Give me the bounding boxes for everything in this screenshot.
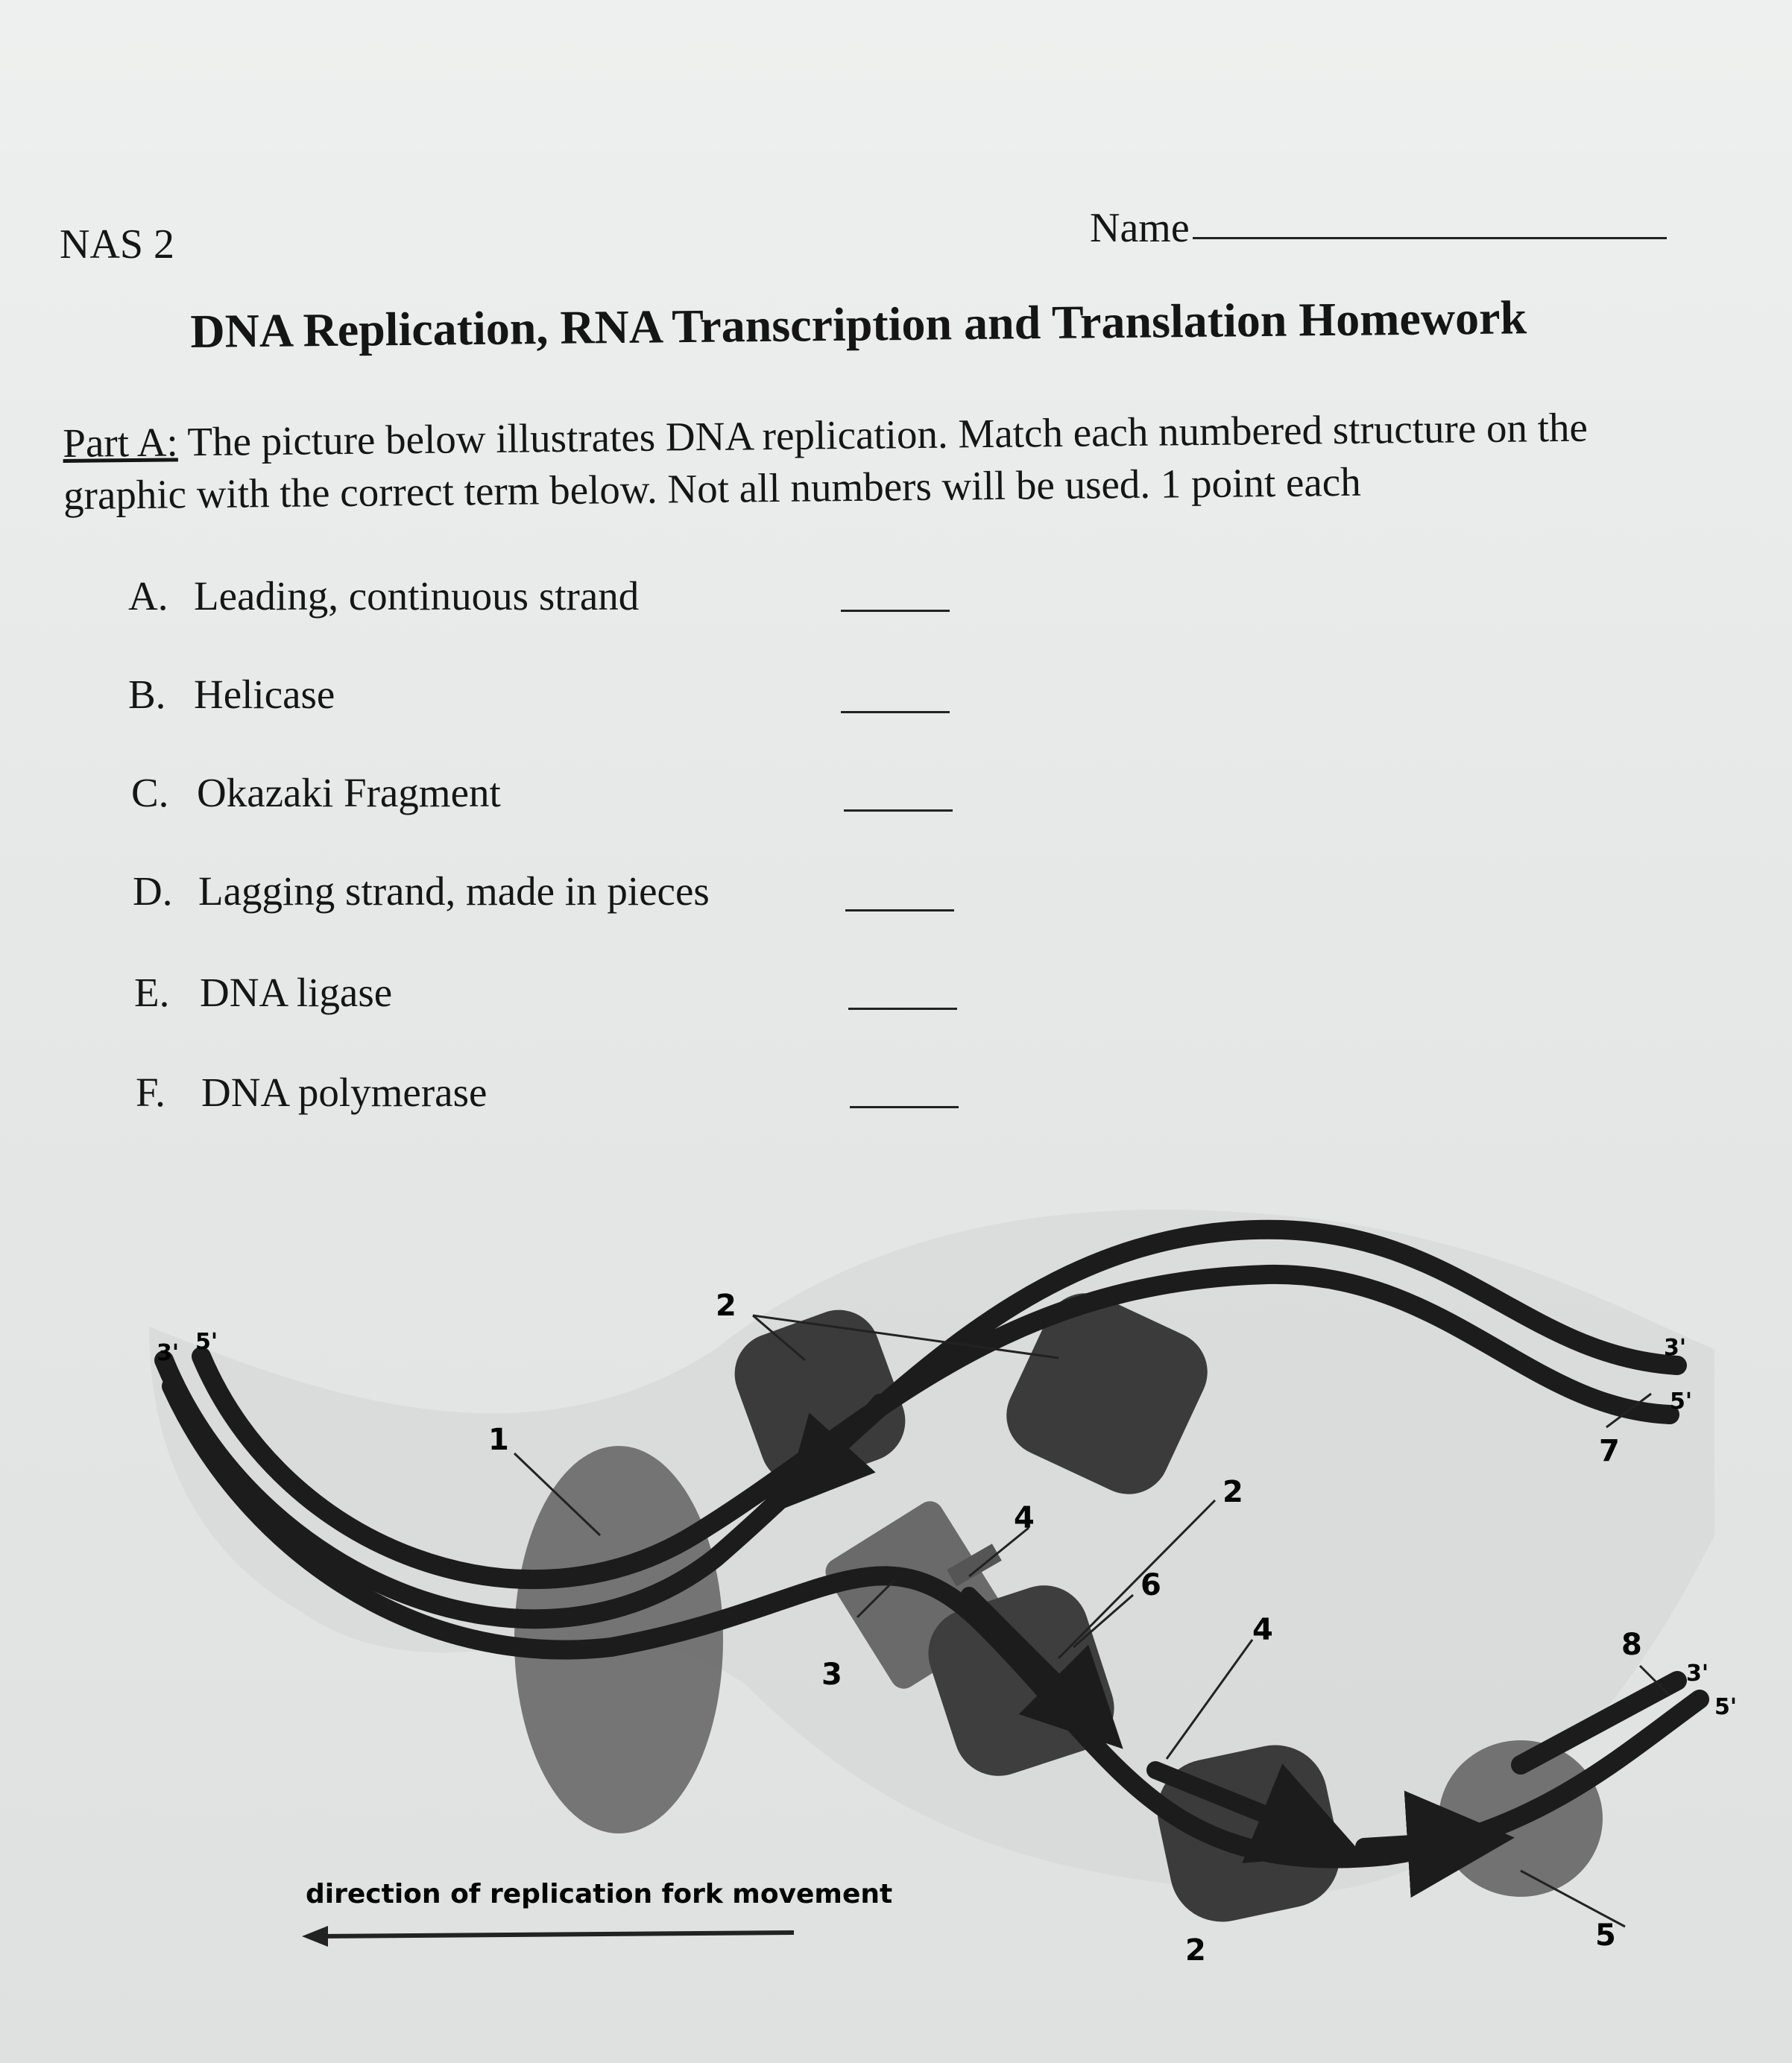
answer-blank-d[interactable] [845,909,954,912]
term-letter: C. [131,770,169,815]
term-text: Lagging strand, made in pieces [198,868,710,914]
answer-blank-a[interactable] [841,610,950,612]
answer-blank-b[interactable] [841,711,950,713]
page-title: DNA Replication, RNA Transcription and Translation Homework [190,291,1527,358]
part-a-label: Part A: [63,419,178,466]
term-d [133,868,710,914]
term-text: DNA ligase [200,970,393,1015]
callout-2-mid: 2 [1222,1475,1243,1509]
term-text: Okazaki Fragment [197,770,501,815]
callout-7: 7 [1599,1434,1620,1468]
callout-6: 6 [1140,1568,1161,1602]
term-letter: B. [128,672,166,717]
answer-blank-f[interactable] [850,1106,959,1108]
term-text: Helicase [194,672,335,717]
term-letter: D. [133,868,173,914]
course-code: NAS 2 [60,221,175,268]
callout-5: 5 [1595,1918,1616,1953]
end-label: 5' [195,1329,218,1355]
name-blank[interactable] [1193,237,1667,239]
part-a-instructions [63,400,1703,522]
callout-8: 8 [1621,1628,1642,1662]
end-label: 3' [1664,1335,1687,1361]
callout-2-bottom: 2 [1185,1933,1206,1968]
term-a [128,572,639,619]
callout-4-upper: 4 [1014,1501,1035,1535]
end-label: 3' [157,1340,180,1366]
term-b [128,671,335,718]
instructions-line-2: graphic with the correct term below. Not all numbers will be used. 1 point each [63,458,1361,518]
answer-blank-e[interactable] [848,1008,957,1010]
end-label: 3' [1686,1661,1709,1687]
end-label: 5' [1714,1694,1738,1720]
term-c [131,769,501,816]
term-e [134,969,392,1016]
lagging-fragment-mid [1364,1841,1461,1847]
term-letter: F. [136,1070,165,1115]
name-label: Name [1090,205,1190,251]
callout-2-top: 2 [716,1289,736,1323]
term-text: DNA polymerase [201,1070,488,1115]
direction-arrow-head [302,1926,328,1947]
term-letter: E. [134,970,170,1015]
dna-replication-diagram [0,1163,1792,1983]
term-text: Leading, continuous strand [194,573,640,619]
term-letter: A. [128,573,168,619]
answer-blank-c[interactable] [844,809,953,812]
callout-1: 1 [488,1423,509,1457]
instructions-line-1: The picture below illustrates DNA replication. Match each numbered structure on the [177,404,1588,465]
callout-4-lower: 4 [1252,1613,1273,1647]
direction-arrow-line [317,1933,794,1936]
direction-label: direction of replication fork movement [306,1879,893,1909]
callout-3: 3 [821,1658,842,1692]
end-label: 5' [1670,1389,1693,1415]
term-f [136,1069,487,1116]
